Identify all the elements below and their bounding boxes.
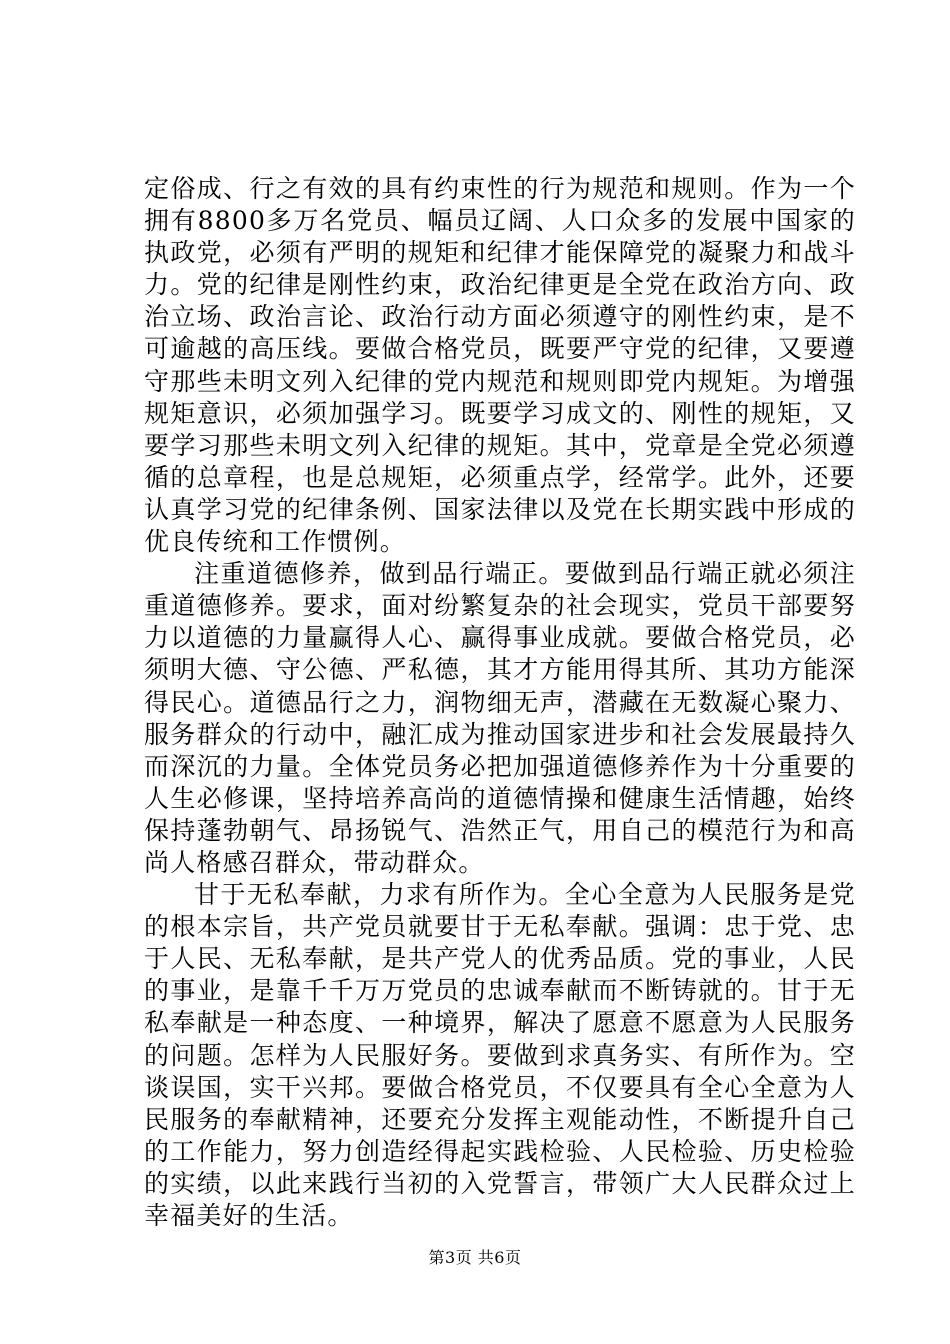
paragraph-rules-discipline: 定俗成、行之有效的具有约束性的行为规范和规则。作为一个拥有8800多万名党员、幅员辽阔、人口众多的发展中国家的执政党，必须有严明的规矩和纪律才能保障党的凝聚力和战斗力。党的纪律是刚性约束，政治纪律更是全党在政治方向、政治立场、政治言论、政治行动方面必须遵守的刚性约束，是不可逾越的高压线。要做合格党员，既要严守党的纪律，又要遵守那些未明文列入纪律的党内规范和规则即党内规矩。为增强规矩意识，必须加强学习。既要学习成文的、刚性的规矩，又要学习那些未明文列入纪律的规矩。其中，党章是全党必须遵循的总章程，也是总规矩，必须重点学，经常学。此外，还要认真学习党的纪律条例、国家法律以及党在长期实践中形成的优良传统和工作惯例。: [144, 174, 856, 557]
paragraph-selfless-dedication: 甘于无私奉献，力求有所作为。全心全意为人民服务是党的根本宗旨，共产党员就要甘于无私奉献。强调：忠于党、忠于人民、无私奉献，是共产党人的优秀品质。党的事业，人民的事业，是靠千千万万党员的忠诚奉献而不断铸就的。甘于无私奉献是一种态度、一种境界，解决了愿意不愿意为人民服务的问题。怎样为人民服好务。要做到求真务实、有所作为。空谈误国，实干兴邦。要做合格党员，不仅要具有全心全意为人民服务的奉献精神，还要充分发挥主观能动性，不断提升自己的工作能力，努力创造经得起实践检验、人民检验、历史检验的实绩，以此来践行当初的入党誓言，带领广大人民群众过上幸福美好的生活。: [144, 880, 856, 1230]
document-body: [144, 173, 856, 1232]
page-footer: 第3页 共6页: [428, 1248, 522, 1267]
paragraph-moral-cultivation: 注重道德修养，做到品行端正。要做到品行端正就必须注重道德修养。要求，面对纷繁复杂的社会现实，党员干部要努力以道德的力量赢得人心、赢得事业成就。要做合格党员，必须明大德、守公德、严私德，其才方能用得其所、其功方能深得民心。道德品行之力，润物细无声，潜藏在无数凝心聚力、服务群众的行动中，融汇成为推动国家进步和社会发展最持久而深沉的力量。全体党员务必把加强道德修养作为十分重要的人生必修课，坚持培养高尚的道德情操和健康生活情趣，始终保持蓬勃朝气、昂扬锐气、浩然正气，用自己的模范行为和高尚人格感召群众，带动群众。: [144, 559, 856, 877]
